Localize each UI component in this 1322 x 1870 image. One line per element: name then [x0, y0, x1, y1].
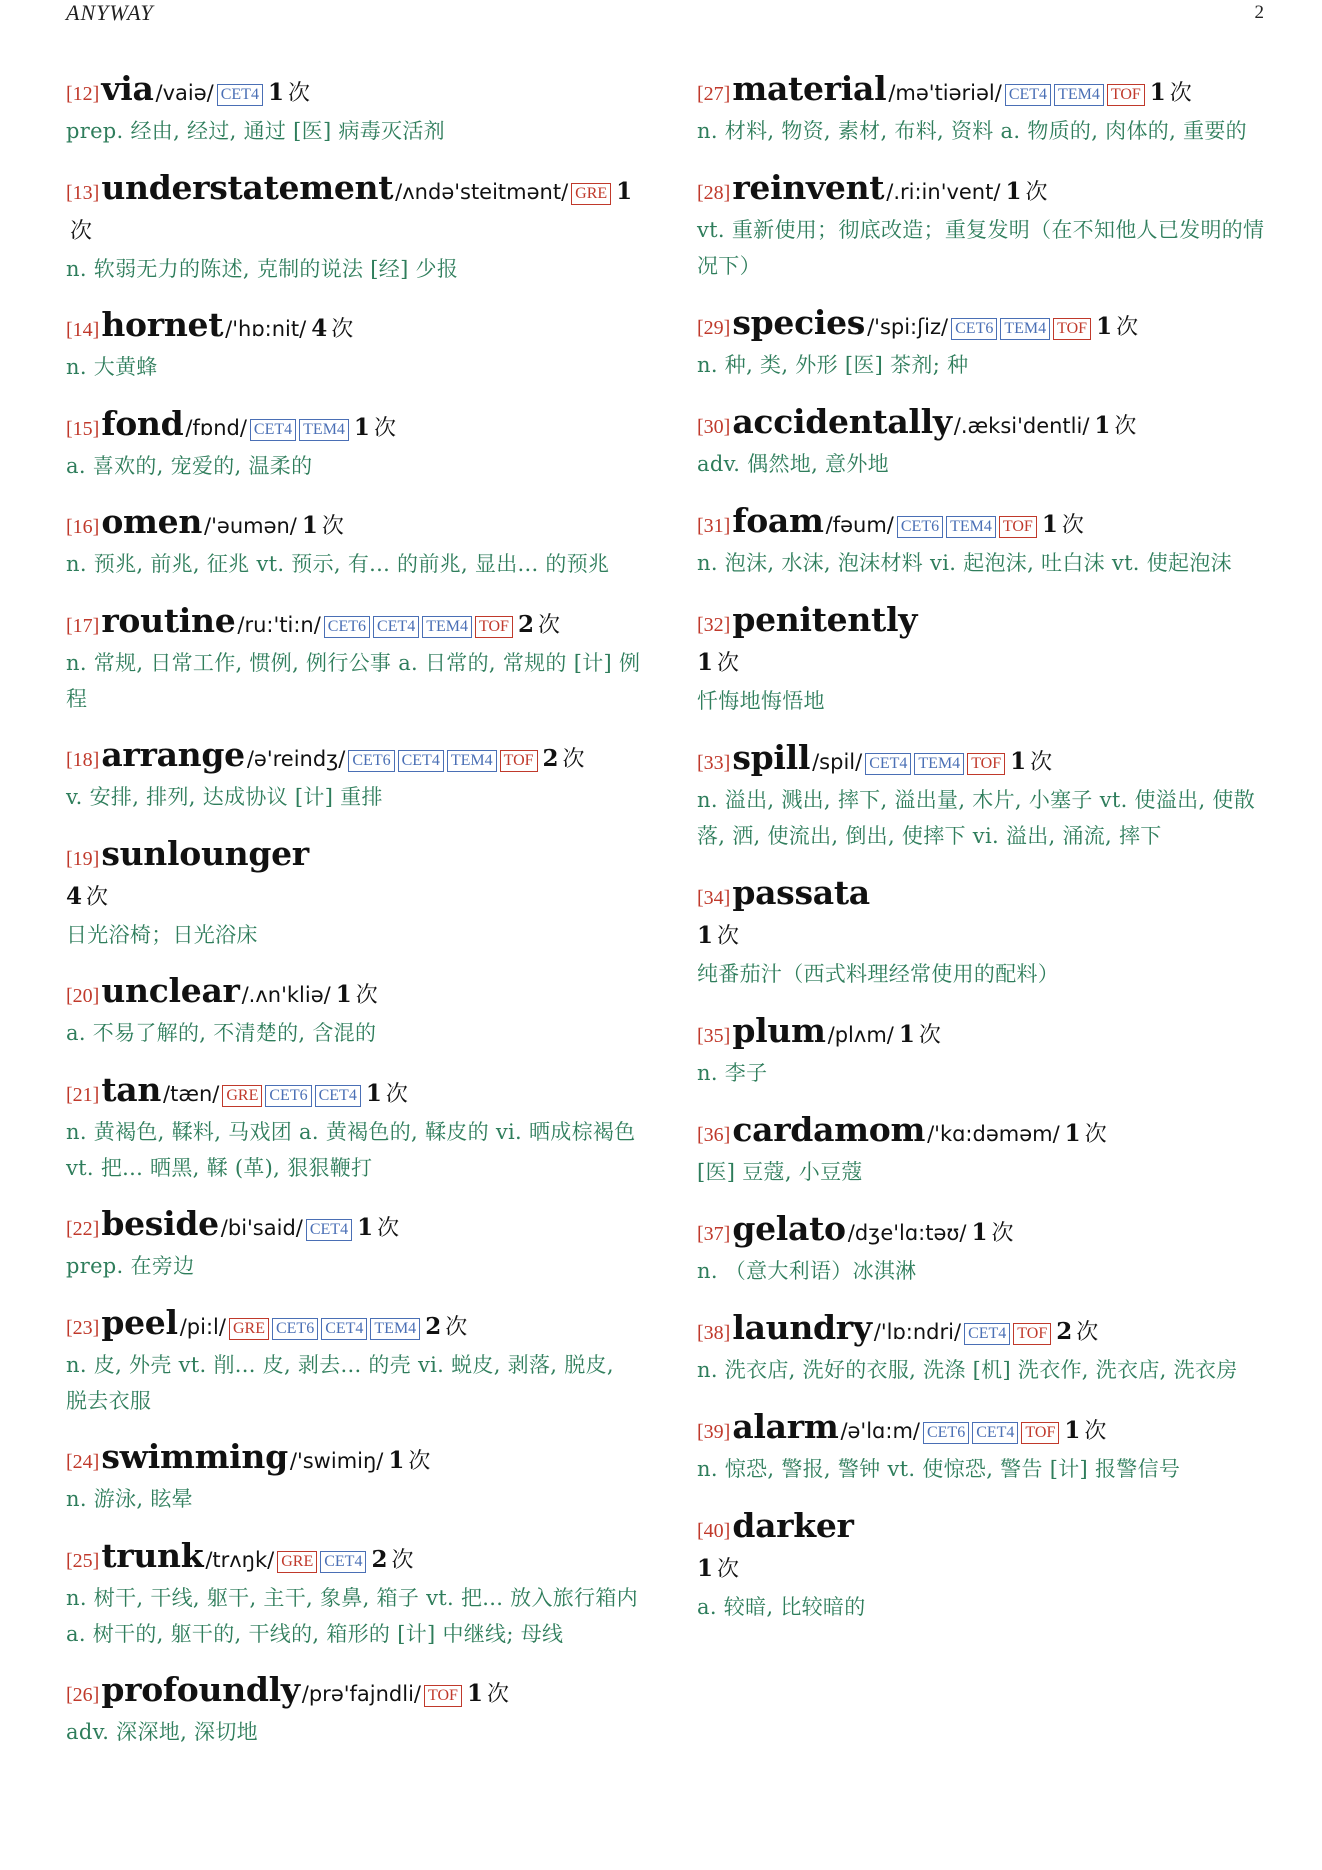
entry-headline [697, 739, 1273, 782]
phonetic: /'hɒ:nit/ [225, 317, 307, 341]
entry-headline [697, 1309, 1273, 1352]
phonetic: /plʌm/ [827, 1023, 894, 1047]
headword: material [732, 69, 887, 108]
entry-headline [697, 1210, 1273, 1253]
headword: routine [101, 600, 236, 640]
exam-tag-cet4: CET4 [250, 419, 296, 441]
headword: foam [732, 501, 824, 540]
page-number: 2 [1254, 2, 1264, 23]
exam-tag-cet6: CET6 [951, 318, 997, 340]
exam-tag-cet6: CET6 [272, 1318, 318, 1340]
frequency-count: 1 次 [1005, 178, 1048, 205]
vocab-entry [697, 1210, 1273, 1289]
frequency-count: 1 次 [353, 413, 396, 441]
phonetic: /ru:'ti:n/ [237, 612, 321, 637]
entry-headline [697, 1012, 1273, 1055]
entry-headline [66, 1205, 642, 1248]
vocab-entry [697, 403, 1273, 482]
frequency-unit: 次 [391, 1547, 414, 1573]
vocab-entry [66, 1071, 642, 1186]
vocab-entry [66, 602, 642, 717]
entry-index: [12] [66, 83, 100, 105]
headword: sunlounger [101, 833, 309, 873]
exam-tag-gre: GRE [277, 1551, 317, 1573]
vocab-entry [697, 1507, 1273, 1625]
vocab-entry [697, 1309, 1273, 1388]
definition: v. 安排, 排列, 达成协议 [计] 重排 [66, 785, 383, 809]
phonetic: /'əumən/ [204, 514, 297, 538]
vocab-entry [66, 1304, 642, 1419]
headword: arrange [101, 735, 245, 774]
exam-tag-gre: GRE [229, 1318, 269, 1340]
vocab-entry [66, 736, 642, 815]
exam-tag-tof: TOF [967, 753, 1005, 775]
definition: a. 较暗, 比较暗的 [697, 1595, 866, 1619]
entry-headline [66, 1304, 642, 1347]
vocab-entry [697, 502, 1273, 581]
exam-tag-cet4: CET4 [398, 750, 444, 772]
frequency-count: 2 次 [517, 610, 560, 638]
phonetic: /pi:l/ [179, 1314, 226, 1339]
exam-tag-gre: GRE [571, 183, 611, 205]
exam-tag-cet4: CET4 [320, 1551, 366, 1573]
headword: profoundly [101, 1670, 300, 1709]
exam-tag-tem4: TEM4 [422, 616, 472, 638]
exam-tag-tof: TOF [1021, 1422, 1059, 1444]
frequency-count: 1 次 [1010, 748, 1053, 775]
definition: n. 大黄蜂 [66, 355, 158, 379]
vocab-entry [697, 1111, 1273, 1190]
headword: accidentally [732, 402, 952, 441]
frequency-unit: 次 [321, 514, 344, 539]
vocab-entry [697, 1408, 1273, 1487]
exam-tag-tof: TOF [424, 1685, 462, 1707]
frequency-unit: 次 [377, 1216, 400, 1241]
entry-index: [26] [66, 1684, 100, 1706]
exam-tag-cet4: CET4 [865, 753, 911, 775]
entry-index: [35] [697, 1025, 731, 1047]
definition: n. 李子 [697, 1061, 768, 1085]
frequency-count: 1 次 [301, 512, 344, 539]
headword: plum [732, 1011, 826, 1050]
entry-index: [25] [66, 1549, 100, 1572]
definition: adv. 偶然地, 意外地 [697, 452, 889, 476]
frequency-unit: 次 [373, 415, 396, 441]
exam-tag-cet4: CET4 [306, 1219, 352, 1241]
entry-headline [697, 70, 1273, 113]
entry-headline [66, 70, 642, 113]
headword: reinvent [732, 168, 885, 207]
entry-headline [697, 403, 1273, 446]
frequency-count: 1 次 [971, 1219, 1014, 1246]
headword: penitently [732, 600, 918, 639]
definition: n. 惊恐, 警报, 警钟 vt. 使惊恐, 警告 [计] 报警信号 [697, 1457, 1181, 1481]
exam-tag-tem4: TEM4 [1054, 84, 1104, 106]
entry-headline [697, 1507, 1273, 1589]
entry-index: [22] [66, 1218, 100, 1240]
headword: spill [732, 738, 811, 777]
frequency-unit: 次 [445, 1314, 468, 1340]
headword: passata [732, 873, 870, 912]
frequency-count: 1 次 [1064, 1120, 1107, 1147]
definition: a. 喜欢的, 宠爱的, 温柔的 [66, 453, 313, 478]
frequency-unit: 次 [717, 651, 740, 676]
phonetic: /ə'reindʒ/ [246, 747, 346, 771]
phonetic: /ʌndə'steitmənt/ [395, 179, 569, 204]
vocab-entry [66, 835, 642, 953]
frequency-unit: 次 [717, 924, 740, 949]
definition: [医] 豆蔻, 小豆蔻 [697, 1160, 863, 1184]
vocab-entry [66, 1438, 642, 1517]
phonetic: /ə'lɑ:m/ [840, 1419, 920, 1443]
vocab-entry [697, 874, 1273, 992]
definition: 纯番茄汁（西式料理经常使用的配料） [697, 962, 1060, 986]
phonetic: /vaiə/ [155, 81, 214, 105]
frequency-unit: 次 [287, 81, 310, 106]
frequency-count: 2 次 [425, 1312, 468, 1340]
vocab-entry [66, 1537, 642, 1652]
frequency-unit: 次 [1061, 513, 1084, 538]
entry-index: [40] [697, 1520, 731, 1542]
exam-tag-tem4: TEM4 [1000, 318, 1050, 340]
frequency-count: 1 次 [1096, 313, 1139, 340]
entry-index: [27] [697, 83, 731, 105]
entry-index: [21] [66, 1083, 100, 1106]
entry-headline [697, 304, 1273, 347]
frequency-count: 1 次 [697, 922, 740, 949]
right-column [697, 70, 1273, 1645]
entry-headline [66, 1071, 642, 1114]
entry-headline [697, 1408, 1273, 1451]
exam-tag-tem4: TEM4 [447, 750, 497, 772]
entry-index: [32] [697, 614, 731, 636]
vocab-entry [66, 1671, 642, 1750]
entry-index: [24] [66, 1451, 100, 1473]
definition: n. （意大利语）冰淇淋 [697, 1259, 917, 1283]
entry-index: [33] [697, 752, 731, 774]
exam-tag-cet4: CET4 [217, 84, 263, 106]
definition: n. 游泳, 眩晕 [66, 1487, 193, 1511]
exam-tag-cet6: CET6 [324, 616, 370, 638]
entry-index: [37] [697, 1223, 731, 1245]
frequency-unit: 次 [717, 1557, 740, 1582]
frequency-unit: 次 [331, 317, 354, 342]
frequency-count: 1 次 [365, 1079, 408, 1107]
exam-tag-tem4: TEM4 [914, 753, 964, 775]
definition: prep. 在旁边 [66, 1254, 195, 1278]
phonetic: /'swimiŋ/ [289, 1449, 384, 1473]
entry-headline [66, 1438, 642, 1481]
frequency-count: 2 次 [1056, 1318, 1099, 1345]
definition: n. 溢出, 溅出, 摔下, 溢出量, 木片, 小塞子 vt. 使溢出, 使散落, 洒, 使流出, 倒出, 使摔下 vi. 溢出, 涌流, 摔下 [697, 788, 1256, 848]
phonetic: /prə'fajndli/ [301, 1682, 421, 1706]
phonetic: /.ʌn'kliə/ [241, 983, 331, 1007]
definition: n. 种, 类, 外形 [医] 茶剂; 种 [697, 353, 969, 377]
phonetic: /.ri:in'vent/ [886, 180, 1001, 204]
definition: prep. 经由, 经过, 通过 [医] 病毒灭活剂 [66, 119, 445, 143]
exam-tag-cet4: CET4 [321, 1318, 367, 1340]
exam-tag-cet4: CET4 [1005, 84, 1051, 106]
entry-index: [17] [66, 614, 100, 637]
frequency-unit: 次 [1116, 315, 1139, 340]
entry-index: [15] [66, 417, 100, 440]
headword: omen [101, 502, 203, 541]
phonetic: /.æksi'dentli/ [953, 414, 1090, 438]
entry-headline [697, 601, 1273, 683]
entry-index: [30] [697, 416, 731, 438]
headword: beside [101, 1204, 219, 1243]
headword: peel [101, 1302, 178, 1342]
entry-headline [697, 169, 1273, 212]
frequency-count: 1 次 [1094, 412, 1137, 439]
headword: trunk [101, 1535, 204, 1575]
definition: 忏悔地悔悟地 [697, 689, 825, 713]
frequency-unit: 次 [1084, 1122, 1107, 1147]
phonetic: /dʒe'lɑ:təʊ/ [847, 1221, 967, 1245]
vocab-entry [66, 169, 642, 287]
entry-index: [39] [697, 1421, 731, 1443]
phonetic: /fɒnd/ [185, 415, 247, 440]
entry-index: [23] [66, 1316, 100, 1339]
vocab-entry [697, 1012, 1273, 1091]
frequency-unit: 次 [1114, 414, 1137, 439]
headword: fond [101, 403, 184, 443]
entry-headline [66, 503, 642, 546]
entry-index: [29] [697, 317, 731, 339]
headword: cardamom [732, 1110, 926, 1149]
entry-headline [66, 405, 642, 448]
vocab-entry [697, 169, 1273, 284]
exam-tag-tof: TOF [500, 750, 538, 772]
headword: gelato [732, 1209, 846, 1248]
entry-headline [697, 874, 1273, 956]
headword: darker [732, 1506, 854, 1545]
headword: swimming [101, 1437, 288, 1476]
definition: adv. 深深地, 深切地 [66, 1720, 258, 1744]
exam-tag-tof: TOF [999, 516, 1037, 538]
entry-index: [20] [66, 985, 100, 1007]
entry-headline [66, 835, 642, 917]
exam-tag-tem4: TEM4 [370, 1318, 420, 1340]
definition: n. 预兆, 前兆, 征兆 vt. 预示, 有... 的前兆, 显出... 的预兆 [66, 552, 610, 576]
exam-tag-cet4: CET4 [964, 1323, 1010, 1345]
headword: hornet [101, 305, 224, 344]
frequency-unit: 次 [562, 747, 585, 772]
frequency-unit: 次 [486, 1682, 509, 1707]
definition: 日光浴椅；日光浴床 [66, 922, 258, 947]
entry-index: [18] [66, 749, 100, 771]
entry-index: [13] [66, 181, 100, 204]
exam-tag-gre: GRE [222, 1085, 262, 1107]
frequency-unit: 次 [355, 983, 378, 1008]
frequency-unit: 次 [537, 612, 560, 638]
phonetic: /bi'said/ [220, 1216, 303, 1240]
definition: n. 泡沫, 水沫, 泡沫材料 vi. 起泡沫, 吐白沫 vt. 使起泡沫 [697, 551, 1232, 575]
frequency-count: 1次 [70, 177, 633, 244]
frequency-count: 1 次 [388, 1447, 431, 1474]
frequency-unit: 次 [70, 218, 93, 244]
headword: tan [101, 1069, 162, 1109]
frequency-count: 4 次 [66, 882, 109, 910]
definition: n. 材料, 物资, 素材, 布料, 资料 a. 物质的, 肉体的, 重要的 [697, 119, 1247, 143]
exam-tag-tof: TOF [475, 616, 513, 638]
frequency-unit: 次 [1169, 81, 1192, 106]
frequency-count: 1 次 [357, 1214, 400, 1241]
headword: understatement [101, 167, 394, 207]
phonetic: /'lɒ:ndri/ [873, 1320, 962, 1344]
phonetic: /fəum/ [825, 513, 894, 537]
entry-headline [66, 602, 642, 645]
entry-headline [66, 972, 642, 1015]
entry-headline [66, 736, 642, 779]
frequency-count: 2 次 [371, 1545, 414, 1573]
entry-headline [66, 169, 642, 251]
exam-tag-cet4: CET4 [373, 616, 419, 638]
running-title: ANYWAY [66, 0, 154, 25]
frequency-unit: 次 [86, 884, 109, 910]
phonetic: /tæn/ [163, 1081, 220, 1106]
frequency-count: 1 次 [335, 981, 378, 1008]
exam-tag-tem4: TEM4 [299, 419, 349, 441]
definition: n. 常规, 日常工作, 惯例, 例行公事 a. 日常的, 常规的 [计] 例程 [66, 650, 641, 711]
exam-tag-cet6: CET6 [897, 516, 943, 538]
entry-index: [34] [697, 887, 731, 909]
entry-headline [66, 1537, 642, 1580]
frequency-count: 1 次 [697, 649, 740, 676]
exam-tag-tof: TOF [1053, 318, 1091, 340]
phonetic: /mə'tiəriəl/ [888, 81, 1002, 105]
phonetic: /'kɑ:dəməm/ [927, 1122, 1060, 1146]
frequency-unit: 次 [1084, 1419, 1107, 1444]
vocab-entry [66, 972, 642, 1051]
definition: n. 软弱无力的陈述, 克制的说法 [经] 少报 [66, 256, 459, 281]
definition: n. 树干, 干线, 躯干, 主干, 象鼻, 箱子 vt. 把... 放入旅行箱内 a. 树干的, 躯干的, 干线的, 箱形的 [计] 中继线; 母线 [66, 1585, 638, 1646]
entry-index: [14] [66, 319, 100, 341]
frequency-count: 1 次 [466, 1680, 509, 1707]
frequency-unit: 次 [918, 1023, 941, 1048]
entry-index: [38] [697, 1322, 731, 1344]
exam-tag-cet4: CET4 [315, 1085, 361, 1107]
frequency-unit: 次 [1030, 750, 1053, 775]
entry-headline [66, 1671, 642, 1714]
frequency-count: 1 次 [1041, 511, 1084, 538]
left-column [66, 70, 642, 1770]
headword: species [732, 303, 866, 342]
vocab-entry [66, 503, 642, 582]
exam-tag-cet4: CET4 [972, 1422, 1018, 1444]
vocab-entry [66, 306, 642, 385]
frequency-count: 2 次 [542, 745, 585, 772]
phonetic: /'spi:ʃiz/ [867, 315, 949, 339]
frequency-unit: 次 [408, 1449, 431, 1474]
headword: via [101, 69, 154, 108]
definition: n. 洗衣店, 洗好的衣服, 洗涤 [机] 洗衣作, 洗衣店, 洗衣房 [697, 1358, 1238, 1382]
frequency-unit: 次 [1025, 180, 1048, 205]
entry-headline [697, 1111, 1273, 1154]
definition: vt. 重新使用；彻底改造；重复发明（在不知他人已发明的情况下） [697, 218, 1265, 278]
exam-tag-tof: TOF [1013, 1323, 1051, 1345]
entry-headline [66, 306, 642, 349]
vocab-entry [66, 70, 642, 149]
phonetic: /trʌŋk/ [205, 1547, 275, 1572]
frequency-count: 1 次 [1149, 79, 1192, 106]
phonetic: /spil/ [812, 750, 863, 774]
vocab-entry [697, 739, 1273, 854]
frequency-unit: 次 [385, 1081, 408, 1107]
vocab-entry [697, 601, 1273, 719]
headword: alarm [732, 1407, 839, 1446]
headword: unclear [101, 971, 240, 1010]
frequency-unit: 次 [1076, 1320, 1099, 1345]
exam-tag-cet6: CET6 [923, 1422, 969, 1444]
headword: laundry [732, 1308, 872, 1347]
vocab-entry [697, 304, 1273, 383]
entry-index: [16] [66, 516, 100, 538]
frequency-count: 1 次 [1064, 1417, 1107, 1444]
vocab-entry [66, 1205, 642, 1284]
frequency-count: 1 次 [898, 1021, 941, 1048]
definition: n. 皮, 外壳 vt. 削... 皮, 剥去... 的壳 vi. 蜕皮, 剥落, 脱皮, 脱去衣服 [66, 1352, 614, 1413]
frequency-unit: 次 [991, 1221, 1014, 1246]
exam-tag-tem4: TEM4 [946, 516, 996, 538]
frequency-count: 1 次 [267, 79, 310, 106]
entry-index: [36] [697, 1124, 731, 1146]
entry-index: [31] [697, 515, 731, 537]
frequency-count: 4 次 [311, 315, 354, 342]
exam-tag-tof: TOF [1107, 84, 1145, 106]
exam-tag-cet6: CET6 [265, 1085, 311, 1107]
entry-index: [19] [66, 847, 100, 870]
definition: a. 不易了解的, 不清楚的, 含混的 [66, 1021, 377, 1045]
frequency-count: 1 次 [697, 1555, 740, 1582]
definition: n. 黄褐色, 鞣料, 马戏团 a. 黄褐色的, 鞣皮的 vi. 晒成棕褐色 vt. 把... 晒黑, 鞣 (革), 狠狠鞭打 [66, 1119, 636, 1180]
exam-tag-cet6: CET6 [348, 750, 394, 772]
entry-index: [28] [697, 182, 731, 204]
entry-headline [697, 502, 1273, 545]
vocab-entry [66, 405, 642, 484]
vocab-entry [697, 70, 1273, 149]
